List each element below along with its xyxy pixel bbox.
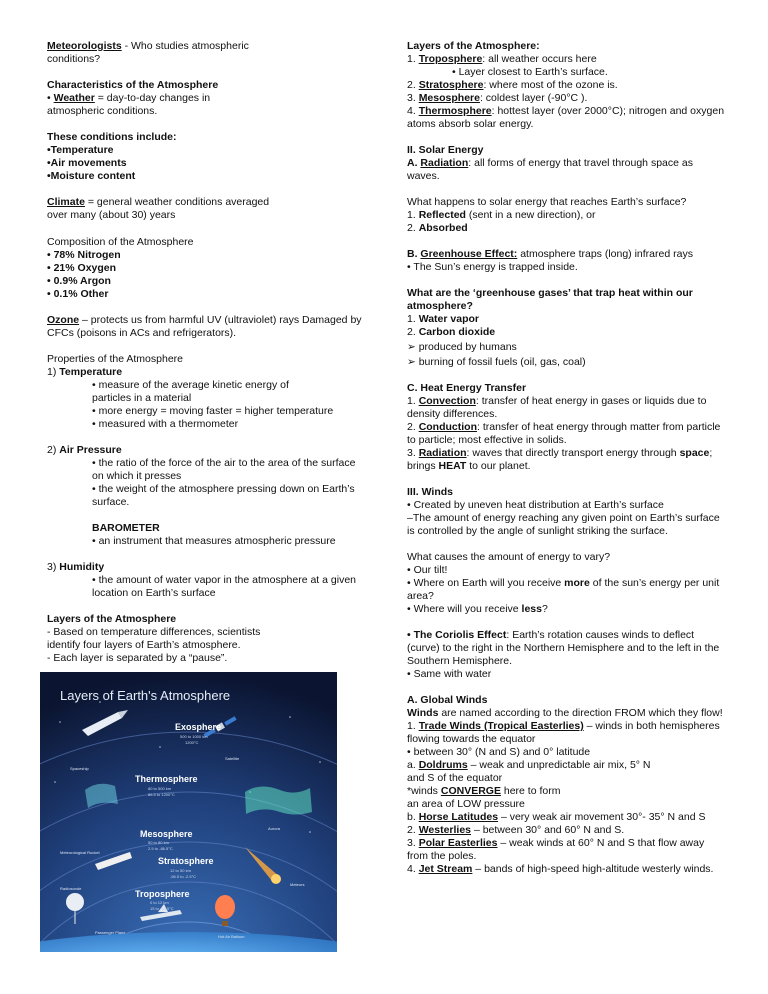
more-bold: more (564, 577, 590, 589)
humidity-num: 3) (47, 561, 60, 573)
atmosphere-layers-poster (40, 672, 337, 952)
westerlies-term: Westerlies (418, 824, 472, 836)
composition-item: • 21% Oxygen (47, 262, 117, 274)
radiation2-text: : waves that directly transport energy through (466, 447, 680, 459)
troposphere-sub: • Layer closest to Earth’s surface. (452, 66, 608, 78)
doldrums-num: a. (407, 759, 419, 771)
stratosphere-label: Stratosphere (158, 856, 214, 866)
exosphere-temp: 1200°C (185, 740, 199, 745)
troposphere-label: Troposphere (135, 889, 190, 899)
polar-num: 3. (407, 837, 419, 849)
right-column (407, 40, 727, 876)
radiation-para (407, 157, 727, 183)
barometer-text: • an instrument that measures atmospheric pressure (92, 535, 336, 547)
winds-note: • Created by uneven heat distribution at Earth’s surface (407, 499, 664, 511)
temperature-details (47, 379, 367, 431)
condition-item: •Temperature (47, 144, 114, 156)
conduction-term: Conduction (418, 421, 478, 433)
climate-para (47, 196, 277, 222)
doldrums-term: Doldrums (418, 759, 468, 771)
gas-note: ➢ produced by humans (407, 341, 517, 353)
radiation2-term: Radiation (418, 447, 467, 459)
trade-term: Trade Winds (Tropical Easterlies) (418, 720, 584, 732)
condition-item: •Air movements (47, 157, 127, 169)
humidity-term: Humidity (59, 561, 105, 573)
layer-num: 2. (407, 79, 419, 91)
climate-term: Climate (47, 196, 85, 208)
winds-named-text: are named according to the direction FROM which they flow! (438, 707, 723, 719)
layer-num: 3. (407, 92, 419, 104)
characteristics-heading: Characteristics of the Atmosphere (47, 79, 219, 91)
layer-text: : coldest layer (-90°C ). (479, 92, 588, 104)
left-column (47, 40, 367, 665)
jet-text: – bands of high-speed high-altitude westerly winds. (472, 863, 714, 875)
radiation-transfer-item (407, 447, 727, 473)
pressure-item: • the weight of the atmosphere pressing down on Earth’s surface. (92, 483, 355, 508)
temperature-term: Temperature (59, 366, 123, 378)
pressure-line (47, 444, 367, 457)
ozone-para (47, 314, 367, 340)
converge-text: *winds (407, 785, 441, 797)
composition-heading: Composition of the Atmosphere (47, 236, 194, 248)
happens-question: What happens to solar energy that reaches Earth’s surface? (407, 196, 687, 208)
layer-term: Thermosphere (418, 105, 492, 117)
jet-term: Jet Stream (418, 863, 473, 875)
layer-term: Troposphere (418, 53, 483, 65)
solar-heading: II. Solar Energy (407, 144, 484, 156)
temperature-item: • measure of the average kinetic energy of particles in a material (92, 379, 289, 404)
coriolis-text: : Earth’s rotation causes winds to deflect (curve) to the right in the Northern Hemisphere and to the left in the Southern Hemisphere. (407, 629, 720, 667)
weather-term: Weather (53, 92, 95, 104)
convection-item (407, 395, 727, 421)
trade-text: – winds in both hemispheres flowing towards the equator (407, 720, 720, 745)
coriolis-term: • The Coriolis Effect (407, 629, 507, 641)
winds-named (407, 707, 727, 720)
pressure-num: 2) (47, 444, 60, 456)
humidity-details (47, 574, 367, 600)
layer-item (407, 105, 727, 131)
greenhouse-para (407, 248, 727, 261)
polar-easterlies-item (407, 837, 727, 863)
convection-num: 1. (407, 395, 419, 407)
layer-term: Mesosphere (418, 92, 480, 104)
radiation2-num: 3. (407, 447, 419, 459)
absorbed-term: Absorbed (418, 222, 468, 234)
weather-bullet: • (47, 92, 54, 104)
absorbed-num: 2. (407, 222, 419, 234)
poster-graphic (40, 672, 337, 952)
coriolis-item (407, 629, 727, 668)
gases-question: What are the ‘greenhouse gases’ that trap heat within our atmosphere? (407, 287, 693, 312)
gas-term: Carbon dioxide (418, 326, 496, 338)
reflected-item (407, 209, 727, 222)
conditions-heading: These conditions include: (47, 131, 177, 143)
westerlies-item (407, 824, 727, 837)
humidity-item: • the amount of water vapor in the atmosphere at a given location on Earth’s surface (92, 574, 356, 599)
thermosphere-temp: 86.5 to 1200°C (148, 792, 175, 797)
greenhouse-prefix: B. (407, 248, 421, 260)
trade-num: 1. (407, 720, 419, 732)
westerlies-num: 2. (407, 824, 419, 836)
gas-note: ➢ burning of fossil fuels (oil, gas, coal) (407, 356, 586, 368)
layer-term: Stratosphere (418, 79, 484, 91)
humidity-line (47, 561, 367, 574)
rocket-label: Meteorological Rocket (60, 850, 100, 855)
layer-num: 1. (407, 53, 419, 65)
westerlies-text: – between 30° and 60° N and S. (471, 824, 625, 836)
doldrums-text: – weak and unpredictable air mix, 5° N and S of the equator (407, 759, 651, 784)
winds-named-term: Winds (407, 707, 439, 719)
layers-heading-right: Layers of the Atmosphere: (407, 40, 540, 52)
thermosphere-range: 80 to 500 km (148, 786, 172, 791)
convection-term: Convection (418, 395, 476, 407)
less-text: ? (541, 603, 548, 615)
temperature-line (47, 366, 367, 379)
mesosphere-temp: 2.5 to -86.5°C (148, 846, 173, 851)
meteorologists-text: - Who studies atmospheric conditions? (47, 40, 249, 65)
conduction-num: 2. (407, 421, 419, 433)
troposphere-temp: 15 to -56.5°C (150, 906, 174, 911)
weather-text: = day-to-day changes in atmospheric conditions. (47, 92, 211, 117)
radiosonde-label: Radiosonde (60, 886, 82, 891)
global-winds-heading: A. Global Winds (407, 694, 488, 706)
ozone-term: Ozone (47, 314, 80, 326)
absorbed-item (407, 222, 727, 235)
horse-text: – very weak air movement 30°- 35° N and S (498, 811, 706, 823)
converge-term: CONVERGE (440, 785, 501, 797)
horse-latitudes-item (407, 811, 727, 824)
gas-num: 1. (407, 313, 419, 325)
temperature-item: • measured with a thermometer (92, 418, 239, 430)
vary-question: What causes the amount of energy to vary? (407, 551, 611, 563)
gas-term: Water vapor (418, 313, 479, 325)
trade-winds-item (407, 720, 727, 746)
more-item (407, 577, 727, 603)
horse-term: Horse Latitudes (418, 811, 499, 823)
meteors-label: Meteors (290, 882, 305, 887)
doldrums-item (407, 759, 657, 785)
converge-item (407, 785, 567, 811)
layer-item (407, 79, 727, 92)
radiation2-space: space (679, 447, 710, 459)
thermosphere-label: Thermosphere (135, 774, 198, 784)
gas-num: 2. (407, 326, 419, 338)
tilt-item: • Our tilt! (407, 564, 448, 576)
temperature-num: 1) (47, 366, 60, 378)
meteorologists-term: Meteorologists (47, 40, 122, 52)
greenhouse-text: atmosphere traps (long) infrared rays (517, 248, 693, 260)
trade-sub: • between 30° (N and S) and 0° latitude (407, 746, 591, 758)
winds-heading: III. Winds (407, 486, 453, 498)
radiation-prefix: A. (407, 157, 421, 169)
exosphere-range: 500 to 1000 km (180, 734, 208, 739)
layer-text: : hottest layer (over 2000°C); nitrogen and oxygen atoms absorb solar energy. (407, 105, 725, 130)
layer-num: 4. (407, 105, 419, 117)
layer-text: : where most of the ozone is. (483, 79, 618, 91)
composition-item: • 0.1% Other (47, 288, 109, 300)
spaceship-label: Spaceship (70, 766, 89, 771)
jet-num: 4. (407, 863, 419, 875)
pressure-details (47, 457, 367, 509)
less-text: • Where will you receive (407, 603, 522, 615)
layer-text: : all weather occurs here (482, 53, 597, 65)
radiation2-text: ; brings (407, 447, 713, 472)
coriolis-sub: • Same with water (407, 668, 492, 680)
greenhouse-term: Greenhouse Effect: (420, 248, 518, 260)
radiation2-heat: HEAT (438, 460, 467, 472)
barometer-block (47, 522, 367, 548)
more-text: of the sun’s energy per unit area? (407, 577, 720, 602)
converge-text: here to form an area of LOW pressure (407, 785, 561, 810)
composition-item: • 0.9% Argon (47, 275, 111, 287)
horse-num: b. (407, 811, 419, 823)
gas-item (407, 313, 727, 326)
radiation-text: : all forms of energy that travel through space as waves. (407, 157, 693, 182)
gas-item (407, 326, 727, 339)
condition-item: •Moisture content (47, 170, 136, 182)
layer-item (407, 92, 727, 105)
weather-para (47, 92, 227, 118)
radiation-term: Radiation (420, 157, 469, 169)
climate-text: = general weather conditions averaged over many (about 30) years (47, 196, 270, 221)
exosphere-label: Exosphere (175, 722, 222, 732)
balloon-label: Hot Air Balloon (218, 934, 245, 939)
aurora-label: Aurora (268, 826, 281, 831)
ozone-text: – protects us from harmful UV (ultraviolet) rays Damaged by CFCs (poisons in ACs and refrigerators). (47, 314, 362, 339)
stratosphere-range: 12 to 50 km (170, 868, 191, 873)
greenhouse-sub: • The Sun’s energy is trapped inside. (407, 261, 578, 273)
heat-heading: C. Heat Energy Transfer (407, 382, 527, 394)
conduction-text: : transfer of heat energy through matter from particle to particle; most effective in solids. (407, 421, 721, 446)
conduction-item (407, 421, 727, 447)
satellite-label: Satellite (225, 756, 240, 761)
reflected-term: Reflected (418, 209, 466, 221)
troposphere-range: 0 to 12 km (150, 900, 169, 905)
layers-heading-left: Layers of the Atmosphere (47, 613, 177, 625)
composition-item: • 78% Nitrogen (47, 249, 121, 261)
barometer-term: BAROMETER (92, 522, 160, 534)
reflected-text: (sent in a new direction), or (465, 209, 596, 221)
meteorologists-para (47, 40, 257, 66)
polar-text: – weak winds at 60° N and S that flow away from the poles. (407, 837, 705, 862)
plane-label: Passenger Plane (95, 930, 126, 935)
properties-heading: Properties of the Atmosphere (47, 353, 183, 365)
polar-term: Polar Easterlies (418, 837, 498, 849)
layers-note: - Based on temperature differences, scientists identify four layers of Earth’s atmosphere. (47, 626, 261, 651)
convection-text: : transfer of heat energy in gases or liquids due to density differences. (407, 395, 707, 420)
temperature-item: • more energy = moving faster = higher temperature (92, 405, 334, 417)
mesosphere-range: 50 to 80 km (148, 840, 169, 845)
pressure-item: • the ratio of the force of the air to the area of the surface on which it presses (92, 457, 356, 482)
mesosphere-label: Mesosphere (140, 829, 193, 839)
radiation2-text: to our planet. (466, 460, 531, 472)
less-bold: less (521, 603, 542, 615)
reflected-num: 1. (407, 209, 419, 221)
winds-note: –The amount of energy reaching any given point on Earth’s surface is controlled by the angle of sunlight striking the surface. (407, 512, 720, 537)
pressure-term: Air Pressure (59, 444, 122, 456)
stratosphere-temp: -56.5 to -2.5°C (170, 874, 197, 879)
layers-note: - Each layer is separated by a “pause”. (47, 652, 228, 664)
less-item (407, 603, 727, 616)
poster-title: Layers of Earth's Atmosphere (60, 688, 231, 703)
jet-stream-item (407, 863, 727, 876)
more-text: • Where on Earth will you receive (407, 577, 565, 589)
layer-item (407, 53, 727, 66)
